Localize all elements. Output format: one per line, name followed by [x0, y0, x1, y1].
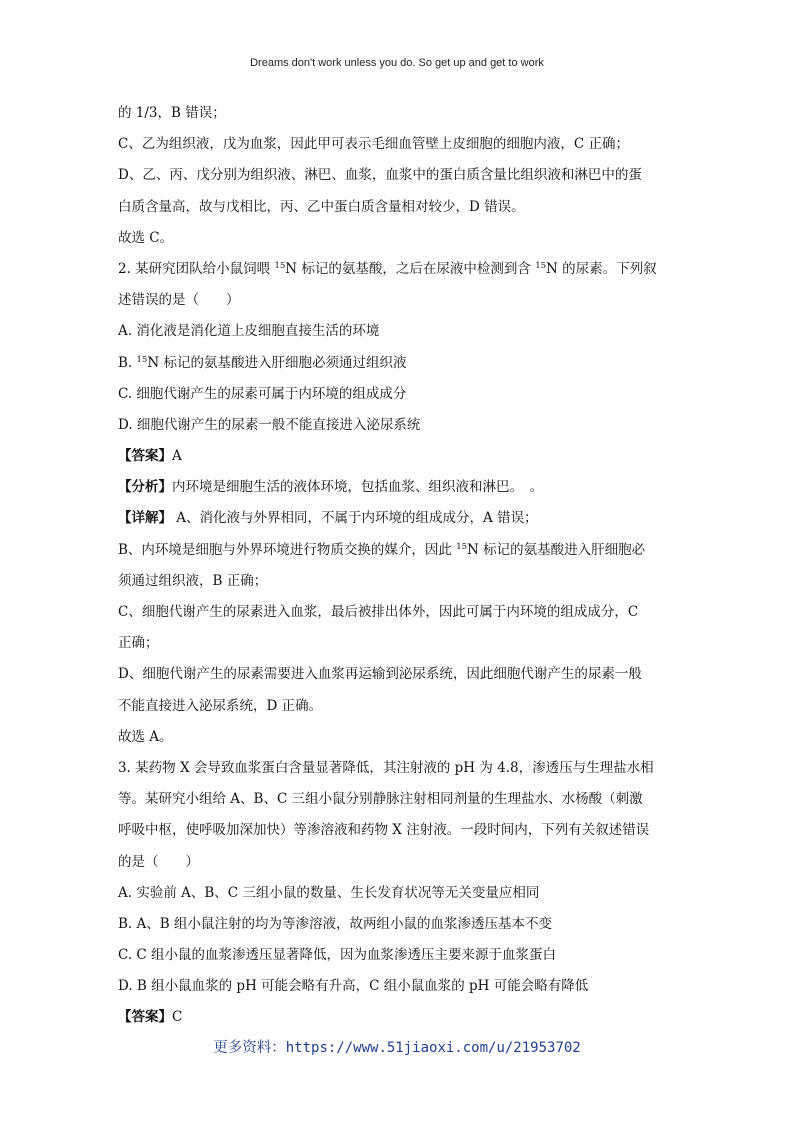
answer-value: C [172, 1009, 183, 1026]
q2-detail-c-cont: 正确； [118, 635, 159, 652]
isotope-superscript: 15 [535, 260, 547, 271]
q2-stem-part: 2. 某研究团队给小鼠饲喂 [118, 260, 275, 277]
q3-option-c: C. C 组小鼠的血浆渗透压显著降低，因为血浆渗透压主要来源于血浆蛋白 [118, 947, 557, 964]
question-3-stem-cont: 等。某研究小组给 A、B、C 三组小鼠分别静脉注射相同剂量的生理盐水、水杨酸（刺激 [118, 791, 643, 808]
q2-detail-d-cont: 不能直接进入泌尿系统，D 正确。 [118, 697, 323, 714]
isotope-superscript: 15 [274, 260, 286, 271]
question-3-stem: 3. 某药物 X 会导致血浆蛋白含量显著降低，其注射液的 pH 为 4.8，渗透压与生理盐水相 [118, 759, 654, 776]
q2-answer [118, 441, 678, 472]
q2-option-b [118, 348, 678, 379]
analysis-text: 内环境是细胞生活的液体环境，包括血浆、组织液和淋巴。 。 [172, 479, 544, 496]
q2-detail-d: D、细胞代谢产生的尿素需要进入血浆再运输到泌尿系统，因此细胞代谢产生的尿素一般 [118, 666, 642, 683]
detail-text: A、消化液与外界相同，不属于内环境的组成成分，A 错误； [172, 510, 538, 527]
detail-text: N 标记的氨基酸进入肝细胞必 [467, 541, 646, 558]
analysis-tag: 【分析】 [118, 479, 172, 496]
detail-text: B、内环境是细胞与外界环境进行物质交换的媒介，因此 [118, 541, 457, 558]
isotope-superscript: 15 [136, 354, 148, 365]
question-2-stem [118, 254, 678, 285]
text-line: D、乙、丙、戊分别为组织液、淋巴、血浆，血浆中的蛋白质含量比组织液和淋巴中的蛋 [118, 167, 642, 184]
text-line: C、乙为组织液，戊为血浆，因此甲可表示毛细血管壁上皮细胞的细胞内液，C 正确； [118, 136, 629, 153]
page-header-motto: Dreams don't work unless you do. So get up and get to work [250, 57, 544, 69]
q3-option-d: D. B 组小鼠血浆的 pH 可能会略有升高，C 组小鼠血浆的 pH 可能会略有降低 [118, 978, 589, 995]
question-3-stem-cont: 呼吸中枢，使呼吸加深加快）等渗溶液和药物 X 注射液。一段时间内，下列有关叙述错误 [118, 822, 650, 839]
text-line: 白质含量高，故与戊相比，丙、乙中蛋白质含量相对较少，D 错误。 [118, 198, 525, 215]
q2-stem-part: N 标记的氨基酸，之后在尿液中检测到含 [285, 260, 536, 277]
q2-detail-b-cont: 须通过组织液，B 正确； [118, 572, 268, 589]
detail-tag: 【详解】 [118, 510, 172, 527]
question-3-stem-cont: 的是（ ） [118, 853, 199, 870]
text-line: 的 1/3，B 错误； [118, 105, 226, 121]
q2-option-c: C. 细胞代谢产生的尿素可属于内环境的组成成分 [118, 385, 407, 402]
q2-option-b-text: N 标记的氨基酸进入肝细胞必须通过组织液 [147, 354, 407, 371]
answer-tag: 【答案】 [118, 1009, 172, 1026]
q2-option-d: D. 细胞代谢产生的尿素一般不能直接进入泌尿系统 [118, 416, 421, 433]
q2-detail-c: C、细胞代谢产生的尿素进入血浆，最后被排出体外，因此可属于内环境的组成成分，C [118, 604, 639, 620]
q3-answer [118, 1002, 678, 1033]
document-body [118, 98, 678, 1034]
footer-label: 更多资料： [213, 1040, 286, 1056]
answer-value: A [172, 448, 182, 465]
question-2-stem-cont: 述错误的是（ ） [118, 292, 240, 309]
q2-detail-a [118, 503, 678, 534]
answer-tag: 【答案】 [118, 448, 172, 465]
q2-conclusion: 故选 A。 [118, 728, 173, 745]
footer-link[interactable]: https://www.51jiaoxi.com/u/21953702 [285, 1040, 581, 1056]
page-footer [0, 1036, 794, 1057]
q3-option-b: B. A、B 组小鼠注射的均为等渗溶液，故两组小鼠的血浆渗透压基本不变 [118, 915, 552, 932]
q2-option-a: A. 消化液是消化道上皮细胞直接生活的环境 [118, 323, 380, 340]
q2-analysis [118, 472, 678, 503]
q2-detail-b [118, 535, 678, 566]
isotope-superscript: 15 [456, 541, 468, 552]
q2-option-b-prefix: B. [118, 354, 137, 371]
q2-stem-part: N 的尿素。下列叙 [546, 260, 657, 277]
text-line: 故选 C。 [118, 229, 174, 246]
q3-option-a: A. 实验前 A、B、C 三组小鼠的数量、生长发育状况等无关变量应相同 [118, 884, 540, 901]
